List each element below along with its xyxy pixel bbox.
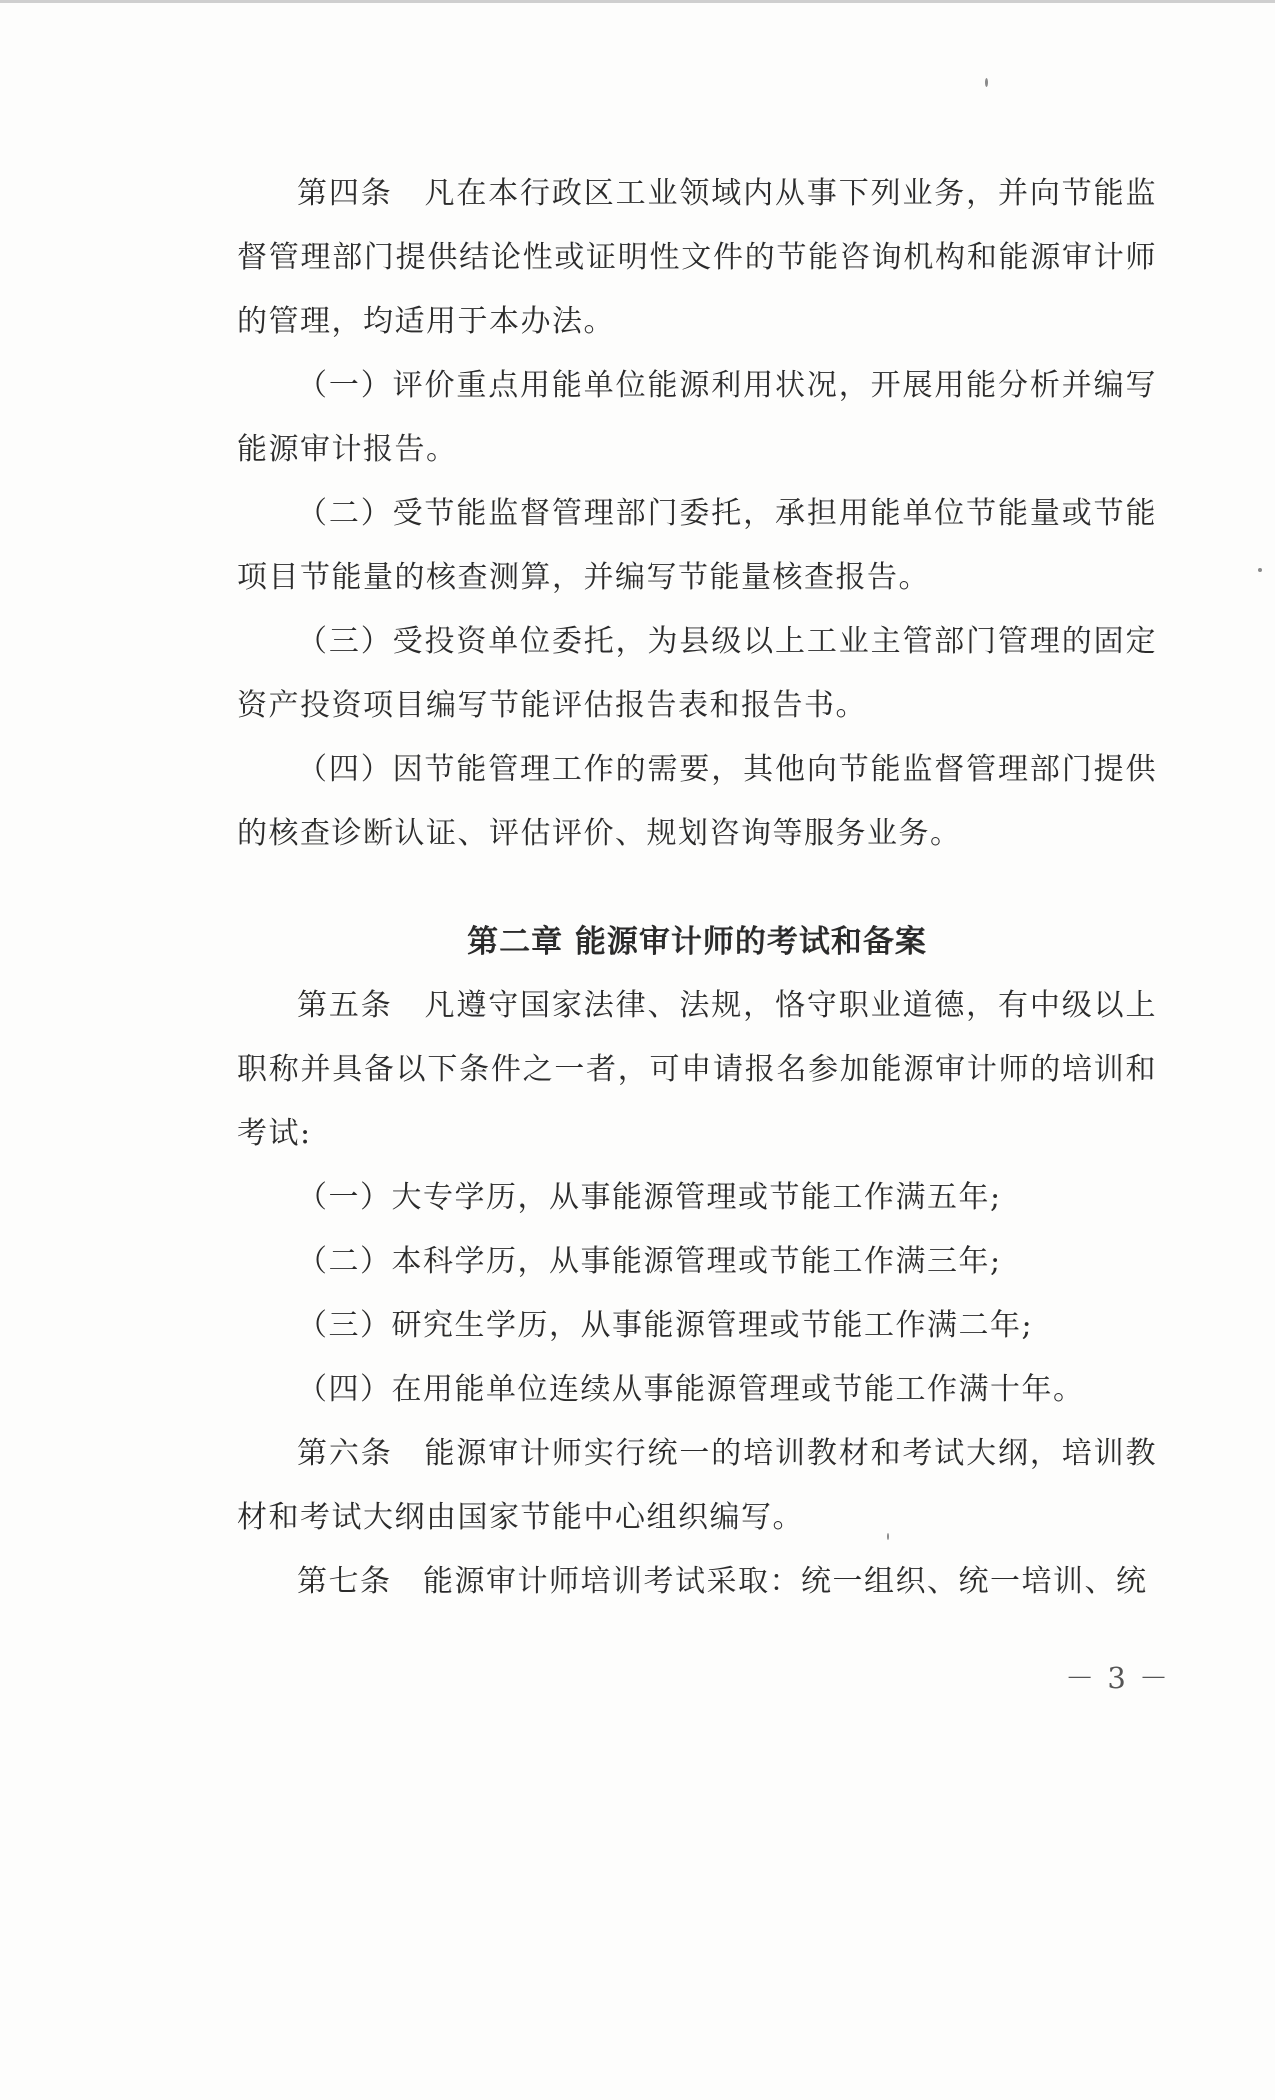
page-number: － 3 －: [1065, 1661, 1170, 1695]
scan-top-edge: [0, 0, 1275, 3]
chapter-title: 第二章 能源审计师的考试和备案: [467, 924, 927, 960]
article-5-item-2: （二）本科学历，从事能源管理或节能工作满三年;: [297, 1244, 1002, 1279]
article-4-paragraph: 第四条 凡在本行政区工业领域内从事下列业务，并向节能监督管理部门提供结论性或证明性文件的节能咨询机构和能源审计师的管理，均适用于本办法。: [237, 176, 1157, 339]
article-5-item-3: （三）研究生学历，从事能源管理或节能工作满二年;: [297, 1308, 1034, 1343]
article-4-item-1: （一）评价重点用能单位能源利用状况，开展用能分析并编写能源审计报告。: [237, 368, 1157, 467]
scan-speck: [985, 78, 988, 87]
document-body: [237, 162, 1157, 1614]
article-4-item-4: （四）因节能管理工作的需要，其他向节能监督管理部门提供的核查诊断认证、评估评价、规划咨询等服务业务。: [237, 752, 1157, 851]
article-4-item-2: （二）受节能监督管理部门委托，承担用能单位节能量或节能项目节能量的核查测算，并编写节能量核查报告。: [237, 496, 1157, 595]
article-6-paragraph: 第六条 能源审计师实行统一的培训教材和考试大纲，培训教材和考试大纲由国家节能中心组织编写。: [237, 1436, 1157, 1535]
scan-speck: [1258, 568, 1262, 572]
article-5-item-4: （四）在用能单位连续从事能源管理或节能工作满十年。: [297, 1372, 1085, 1407]
article-5-item-1: （一）大专学历，从事能源管理或节能工作满五年;: [297, 1180, 1002, 1215]
article-5-paragraph: 第五条 凡遵守国家法律、法规，恪守职业道德，有中级以上职称并具备以下条件之一者，可申请报名参加能源审计师的培训和考试:: [237, 988, 1157, 1151]
article-7-paragraph: 第七条 能源审计师培训考试采取：统一组织、统一培训、统: [297, 1564, 1148, 1599]
article-4-item-3: （三）受投资单位委托，为县级以上工业主管部门管理的固定资产投资项目编写节能评估报告表和报告书。: [237, 624, 1157, 723]
